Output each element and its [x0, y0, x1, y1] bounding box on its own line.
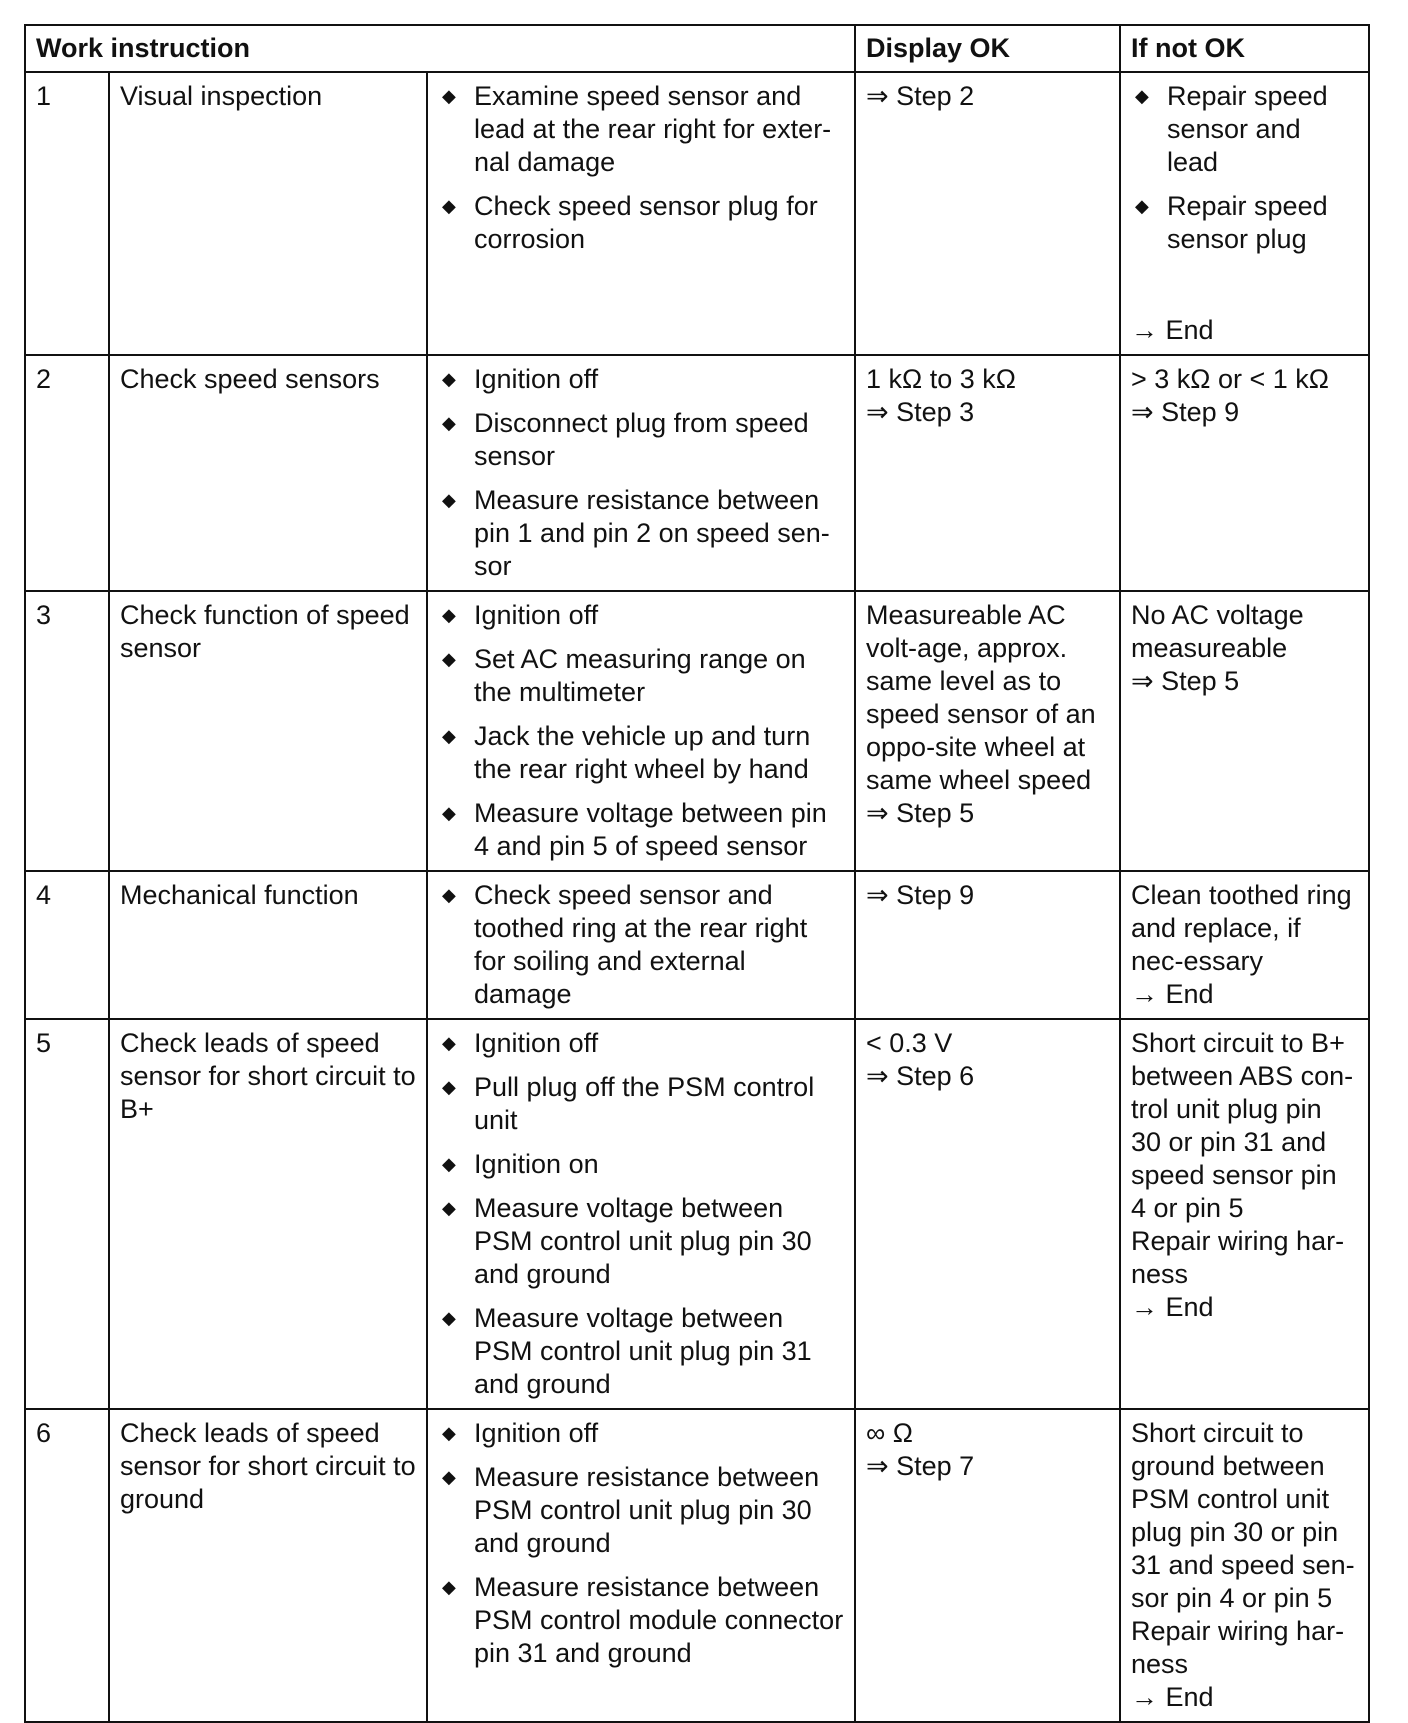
instruction-text: Pull plug off the PSM control unit: [474, 1072, 815, 1135]
display-ok-cell: [855, 355, 1120, 591]
instruction-item: [438, 1071, 844, 1137]
instruction-item: [438, 720, 844, 786]
if-not-ok-text: No AC voltage measureable: [1131, 600, 1304, 663]
step-instructions: [427, 72, 855, 355]
instruction-item: [438, 1461, 844, 1560]
if-not-ok-text: > 3 kΩ or < 1 kΩ: [1131, 364, 1329, 394]
header-work-instruction: Work instruction: [25, 25, 855, 72]
remedy-list: [1131, 80, 1358, 256]
instruction-item: [438, 1571, 844, 1670]
table-body: [25, 72, 1369, 1722]
instruction-text: Measure resistance between PSM control unit plug pin 30 and ground: [474, 1462, 820, 1558]
instruction-item: [438, 1148, 844, 1181]
instruction-text: Set AC measuring range on the multimeter: [474, 644, 806, 707]
bullet-icon: ◆: [442, 726, 456, 746]
bullet-icon: ◆: [442, 1423, 456, 1443]
instruction-text: Measure voltage between PSM control unit plug pin 31 and ground: [474, 1303, 812, 1399]
step-title: Check leads of speed sensor for short circuit to ground: [109, 1409, 427, 1722]
step-number: 4: [25, 871, 109, 1019]
display-ok-text: < 0.3 V: [866, 1028, 953, 1058]
display-ok-text: ⇒ Step 7: [866, 1451, 975, 1481]
step-number: 5: [25, 1019, 109, 1409]
bullet-icon: ◆: [442, 86, 456, 106]
instruction-list: [438, 599, 844, 863]
display-ok-text: Measureable AC volt-age, approx. same level as to speed sensor of an oppo-site wheel at same wheel speed: [866, 600, 1096, 795]
step-title: Check speed sensors: [109, 355, 427, 591]
display-ok-cell: [855, 871, 1120, 1019]
display-ok-text: ⇒ Step 6: [866, 1061, 975, 1091]
if-not-ok-cell: [1120, 355, 1369, 591]
if-not-ok-text: → End: [1131, 979, 1214, 1009]
table-header-row: [25, 25, 1369, 72]
if-not-ok-text: → End: [1131, 1682, 1214, 1712]
step-instructions: [427, 591, 855, 871]
if-not-ok-text: → End: [1131, 1292, 1214, 1322]
if-not-ok-text: Short circuit to ground between PSM control unit plug pin 30 or pin 31 and speed sen-sor pin 4 or pin 5: [1131, 1418, 1355, 1613]
instruction-item: [438, 407, 844, 473]
instruction-text: Ignition on: [474, 1149, 599, 1179]
display-ok-cell: [855, 591, 1120, 871]
instruction-item: [438, 1027, 844, 1060]
instruction-list: [438, 80, 844, 256]
if-not-ok-text: → End: [1131, 315, 1214, 345]
step-instructions: [427, 871, 855, 1019]
step-number: 1: [25, 72, 109, 355]
instruction-item: [438, 484, 844, 583]
instruction-item: [438, 1302, 844, 1401]
instruction-text: Check speed sensor plug for corrosion: [474, 191, 818, 254]
if-not-ok-cell: [1120, 72, 1369, 355]
if-not-ok-cell: [1120, 1019, 1369, 1409]
bullet-icon: ◆: [442, 196, 456, 216]
if-not-ok-text: Clean toothed ring and replace, if nec-essary: [1131, 880, 1352, 976]
instruction-text: Examine speed sensor and lead at the rear right for exter-nal damage: [474, 81, 832, 177]
bullet-icon: ◆: [442, 1308, 456, 1328]
display-ok-text: ⇒ Step 9: [866, 880, 975, 910]
bullet-icon: ◆: [442, 1198, 456, 1218]
instruction-list: [438, 1417, 844, 1670]
step-number: 6: [25, 1409, 109, 1722]
instruction-item: [438, 1192, 844, 1291]
table-row: [25, 1409, 1369, 1722]
bullet-icon: ◆: [442, 803, 456, 823]
table-row: [25, 591, 1369, 871]
bullet-icon: ◆: [442, 1077, 456, 1097]
table-row: [25, 355, 1369, 591]
display-ok-cell: [855, 1019, 1120, 1409]
if-not-ok-cell: [1120, 871, 1369, 1019]
bullet-icon: ◆: [442, 413, 456, 433]
instruction-item: [438, 1417, 844, 1450]
instruction-text: Disconnect plug from speed sensor: [474, 408, 809, 471]
instruction-text: Ignition off: [474, 1028, 599, 1058]
bullet-icon: ◆: [442, 649, 456, 669]
instruction-text: Measure resistance between PSM control module connector pin 31 and ground: [474, 1572, 844, 1668]
if-not-ok-text: ⇒ Step 9: [1131, 397, 1240, 427]
if-not-ok-cell: [1120, 591, 1369, 871]
display-ok-text: 1 kΩ to 3 kΩ: [866, 364, 1016, 394]
bullet-icon: ◆: [442, 1467, 456, 1487]
instruction-text: Measure voltage between PSM control unit plug pin 30 and ground: [474, 1193, 812, 1289]
instruction-text: Ignition off: [474, 600, 599, 630]
instruction-item: [438, 879, 844, 1011]
step-title: Visual inspection: [109, 72, 427, 355]
instruction-item: [438, 363, 844, 396]
display-ok-text: ⇒ Step 3: [866, 397, 975, 427]
step-instructions: [427, 355, 855, 591]
table-row: [25, 871, 1369, 1019]
step-instructions: [427, 1409, 855, 1722]
step-number: 3: [25, 591, 109, 871]
instruction-list: [438, 363, 844, 583]
bullet-icon: ◆: [442, 605, 456, 625]
remedy-item: [1131, 190, 1358, 256]
instruction-list: [438, 1027, 844, 1401]
bullet-icon: ◆: [442, 1033, 456, 1053]
remedy-text: Repair speed sensor plug: [1167, 191, 1328, 254]
step-number: 2: [25, 355, 109, 591]
instruction-text: Measure resistance between pin 1 and pin 2 on speed sen-sor: [474, 485, 830, 581]
remedy-text: Repair speed sensor and lead: [1167, 81, 1328, 177]
step-title: Check function of speed sensor: [109, 591, 427, 871]
if-not-ok-text: Repair wiring har-ness: [1131, 1616, 1345, 1679]
instruction-item: [438, 797, 844, 863]
bullet-icon: ◆: [442, 490, 456, 510]
if-not-ok-text: ⇒ Step 5: [1131, 666, 1240, 696]
header-if-not-ok: If not OK: [1120, 25, 1369, 72]
step-title: Check leads of speed sensor for short circuit to B+: [109, 1019, 427, 1409]
bullet-icon: ◆: [442, 1154, 456, 1174]
if-not-ok-text: Short circuit to B+ between ABS con-trol unit plug pin 30 or pin 31 and speed sensor pin 4 or pin 5: [1131, 1028, 1354, 1223]
display-ok-text: ⇒ Step 2: [866, 81, 975, 111]
instruction-text: Ignition off: [474, 1418, 599, 1448]
bullet-icon: ◆: [442, 885, 456, 905]
display-ok-cell: [855, 72, 1120, 355]
step-title: Mechanical function: [109, 871, 427, 1019]
if-not-ok-cell: [1120, 1409, 1369, 1722]
bullet-icon: ◆: [1135, 86, 1149, 106]
header-display-ok: Display OK: [855, 25, 1120, 72]
display-ok-text: ∞ Ω: [866, 1418, 913, 1448]
step-instructions: [427, 1019, 855, 1409]
instruction-text: Ignition off: [474, 364, 599, 394]
bullet-icon: ◆: [442, 369, 456, 389]
instruction-list: [438, 879, 844, 1011]
instruction-item: [438, 190, 844, 256]
display-ok-cell: [855, 1409, 1120, 1722]
table-row: [25, 72, 1369, 355]
instruction-item: [438, 599, 844, 632]
instruction-text: Measure voltage between pin 4 and pin 5 of speed sensor: [474, 798, 827, 861]
instruction-text: Jack the vehicle up and turn the rear right wheel by hand: [474, 721, 811, 784]
table-row: [25, 1019, 1369, 1409]
instruction-item: [438, 80, 844, 179]
bullet-icon: ◆: [442, 1577, 456, 1597]
bullet-icon: ◆: [1135, 196, 1149, 216]
remedy-item: [1131, 80, 1358, 179]
if-not-ok-text: Repair wiring har-ness: [1131, 1226, 1345, 1289]
work-instruction-table: [24, 24, 1370, 1723]
instruction-item: [438, 643, 844, 709]
instruction-text: Check speed sensor and toothed ring at the rear right for soiling and external damage: [474, 880, 808, 1009]
display-ok-text: ⇒ Step 5: [866, 798, 975, 828]
